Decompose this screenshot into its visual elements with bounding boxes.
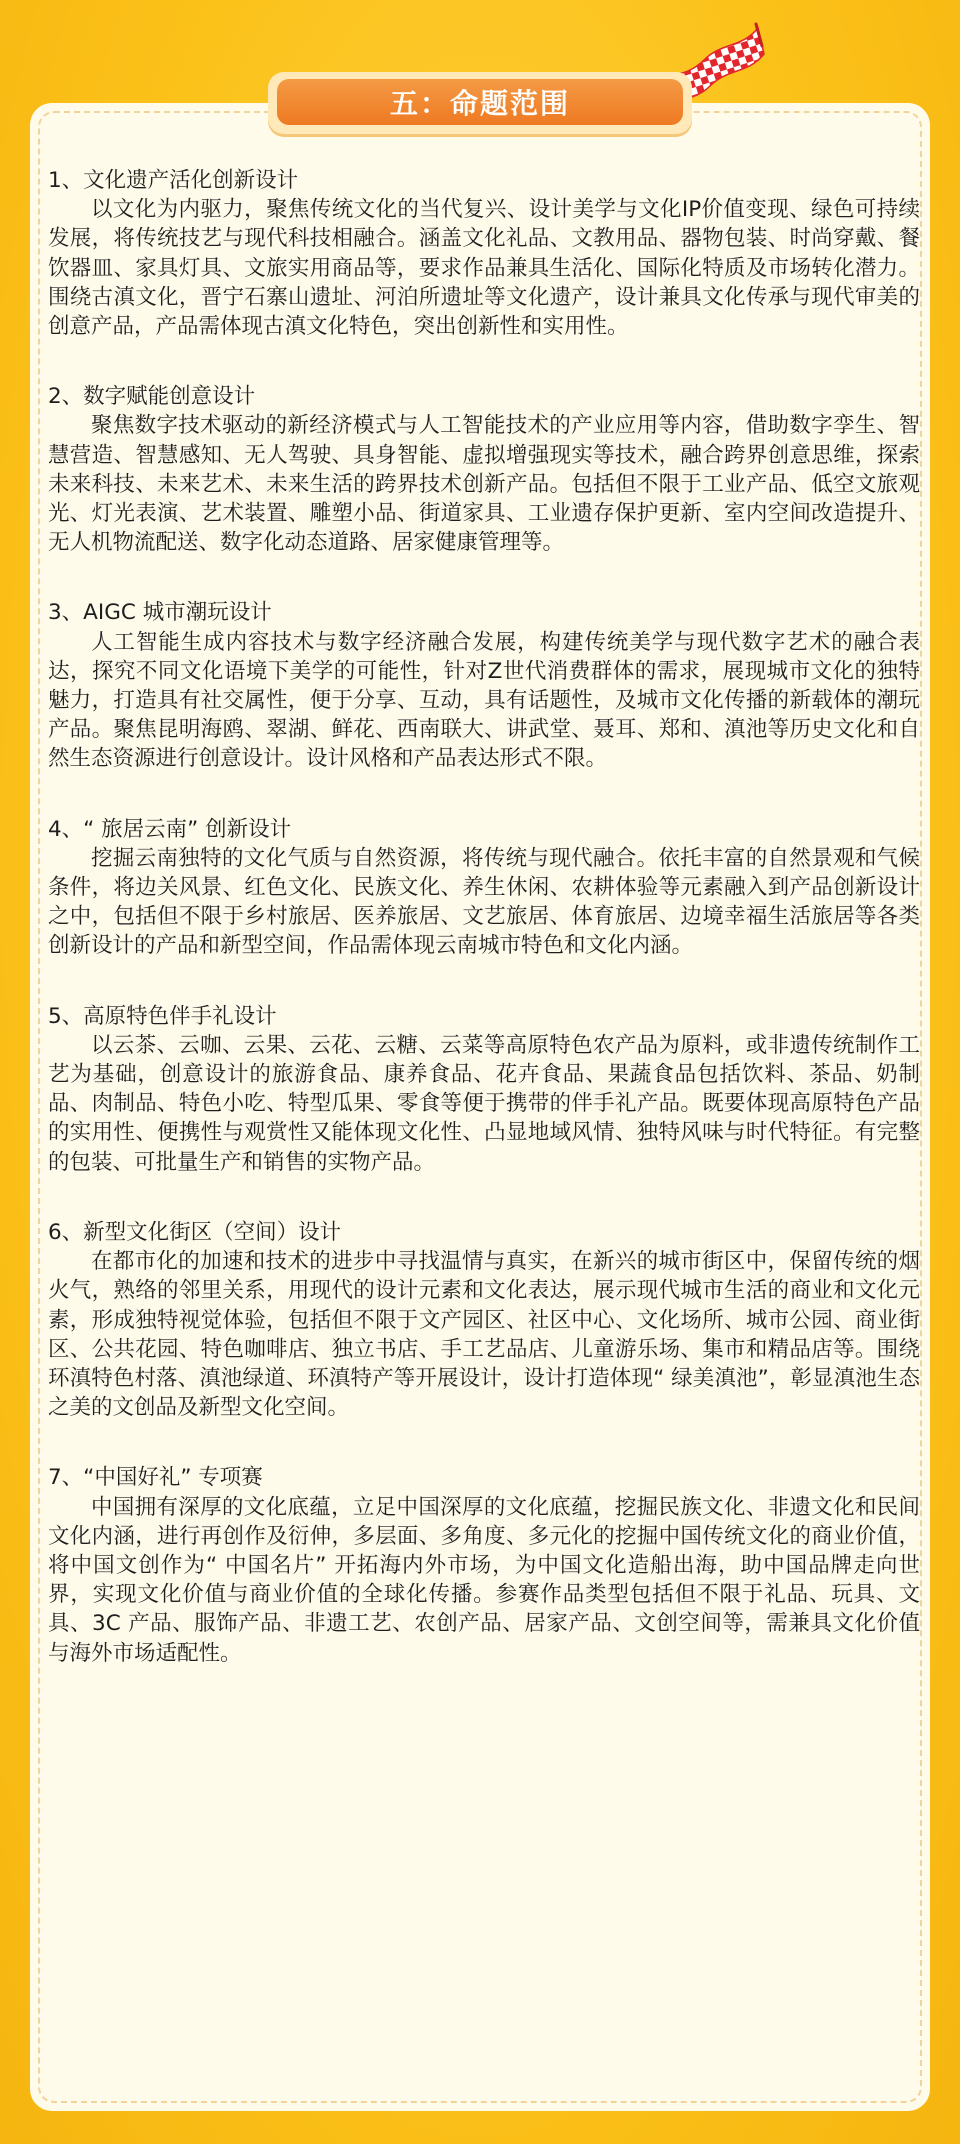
topic-section-5 bbox=[48, 1002, 920, 1177]
topic-heading: 1、文化遗产活化创新设计 bbox=[48, 168, 299, 193]
topic-body: 以云茶、云咖、云果、云花、云糖、云菜等高原特色农产品为原料，或非遗传统制作工艺为基础，创意设计的旅游食品、康养食品、花卉食品、果蔬食品包括饮料、茶品、奶制品、肉制品、特色小吃、特型瓜果、零食等便于携带的伴手礼产品。既要体现高原特色产品的实用性、便携性与观赏性又能体现文化性、凸显地域风情、独特风味与时代特征。有完整的包装、可批量生产和销售的实物产品。 bbox=[48, 1032, 920, 1175]
topic-section-3 bbox=[48, 598, 920, 773]
topic-body: 聚焦数字技术驱动的新经济模式与人工智能技术的产业应用等内容，借助数字孪生、智慧营造、智慧感知、无人驾驶、具身智能、虚拟增强现实等技术，融合跨界创意思维，探索未来科技、未来艺术、未来生活的跨界技术创新产品。包括但不限于工业产品、低空文旅观光、灯光表演、艺术装置、雕塑小品、街道家具、工业遗存保护更新、室内空间改造提升、无人机物流配送、数字化动态道路、居家健康管理等。 bbox=[48, 413, 920, 556]
topic-body: 以文化为内驱力，聚焦传统文化的当代复兴、设计美学与文化IP价值变现、绿色可持续发展，将传统技艺与现代科技相融合。涵盖文化礼品、文教用品、器物包装、时尚穿戴、餐饮器皿、家具灯具、文旅实用商品等，要求作品兼具生活化、国际化特质及市场转化潜力。围绕古滇文化，晋宁石寨山遗址、河泊所遗址等文化遗产，设计兼具文化传承与现代审美的创意产品，产品需体现古滇文化特色，突出创新性和实用性。 bbox=[48, 197, 920, 340]
topic-body: 挖掘云南独特的文化气质与自然资源，将传统与现代融合。依托丰富的自然景观和气候条件，将边关风景、红色文化、民族文化、养生休闲、农耕体验等元素融入到产品创新设计之中，包括但不限于乡村旅居、医养旅居、文艺旅居、体育旅居、边境幸福生活旅居等各类创新设计的产品和新型空间，作品需体现云南城市特色和文化内涵。 bbox=[48, 845, 920, 959]
topic-heading: 6、新型文化街区（空间）设计 bbox=[48, 1219, 342, 1245]
topic-body: 在都市化的加速和技术的进步中寻找温情与真实，在新兴的城市街区中，保留传统的烟火气，熟络的邻里关系，用现代的设计元素和文化表达，展示现代城市生活的商业和文化元素，形成独特视觉体验，包括但不限于文产园区、社区中心、文化场所、城市公园、商业街区、公共花园、特色咖啡店、独立书店、手工艺品店、儿童游乐场、集市和精品店等。围绕环滇特色村落、滇池绿道、环滇特产等开展设计，设计打造体现“ 绿美滇池”，彰显滇池生态之美的文创品及新型文化空间。 bbox=[48, 1249, 920, 1421]
topic-section-7 bbox=[48, 1463, 920, 1667]
topic-section-2 bbox=[48, 382, 920, 557]
page-title: 五：命题范围 bbox=[277, 79, 683, 125]
topic-section-1 bbox=[48, 166, 920, 341]
topic-heading: 5、高原特色伴手礼设计 bbox=[48, 1003, 277, 1029]
topic-section-4 bbox=[48, 815, 920, 961]
topic-heading: 7、“中国好礼” 专项赛 bbox=[48, 1465, 263, 1491]
topic-body: 人工智能生成内容技术与数字经济融合发展，构建传统美学与现代数字艺术的融合表达，探究不同文化语境下美学的可能性，针对Z世代消费群体的需求，展现城市文化的独特魅力，打造具有社交属性，便于分享、互动，具有话题性，及城市文化传播的新载体的潮玩产品。聚焦昆明海鸥、翠湖、鲜花、西南联大、讲武堂、聂耳、郑和、滇池等历史文化和自然生态资源进行创意设计。设计风格和产品表达形式不限。 bbox=[48, 629, 920, 772]
topic-heading: 3、AIGC 城市潮玩设计 bbox=[48, 600, 272, 626]
topic-list bbox=[48, 166, 920, 1709]
section-title-banner bbox=[268, 72, 692, 134]
topic-heading: 4、“ 旅居云南” 创新设计 bbox=[48, 816, 292, 842]
topic-section-6 bbox=[48, 1218, 920, 1422]
topic-heading: 2、数字赋能创意设计 bbox=[48, 384, 256, 410]
topic-body: 中国拥有深厚的文化底蕴，立足中国深厚的文化底蕴，挖掘民族文化、非遗文化和民间文化内涵，进行再创作及衍伸，多层面、多角度、多元化的挖掘中国传统文化的商业价值，将中国文创作为“ 中国名片” 开拓海内外市场，为中国文化造船出海，助中国品牌走向世界，实现文化价值与商业价值的全球化传播。参赛作品类型包括但不限于礼品、玩具、文具、3C 产品、服饰产品、非遗工艺、农创产品、居家产品、文创空间等，需兼具文化价值与海外市场适配性。 bbox=[48, 1494, 920, 1666]
